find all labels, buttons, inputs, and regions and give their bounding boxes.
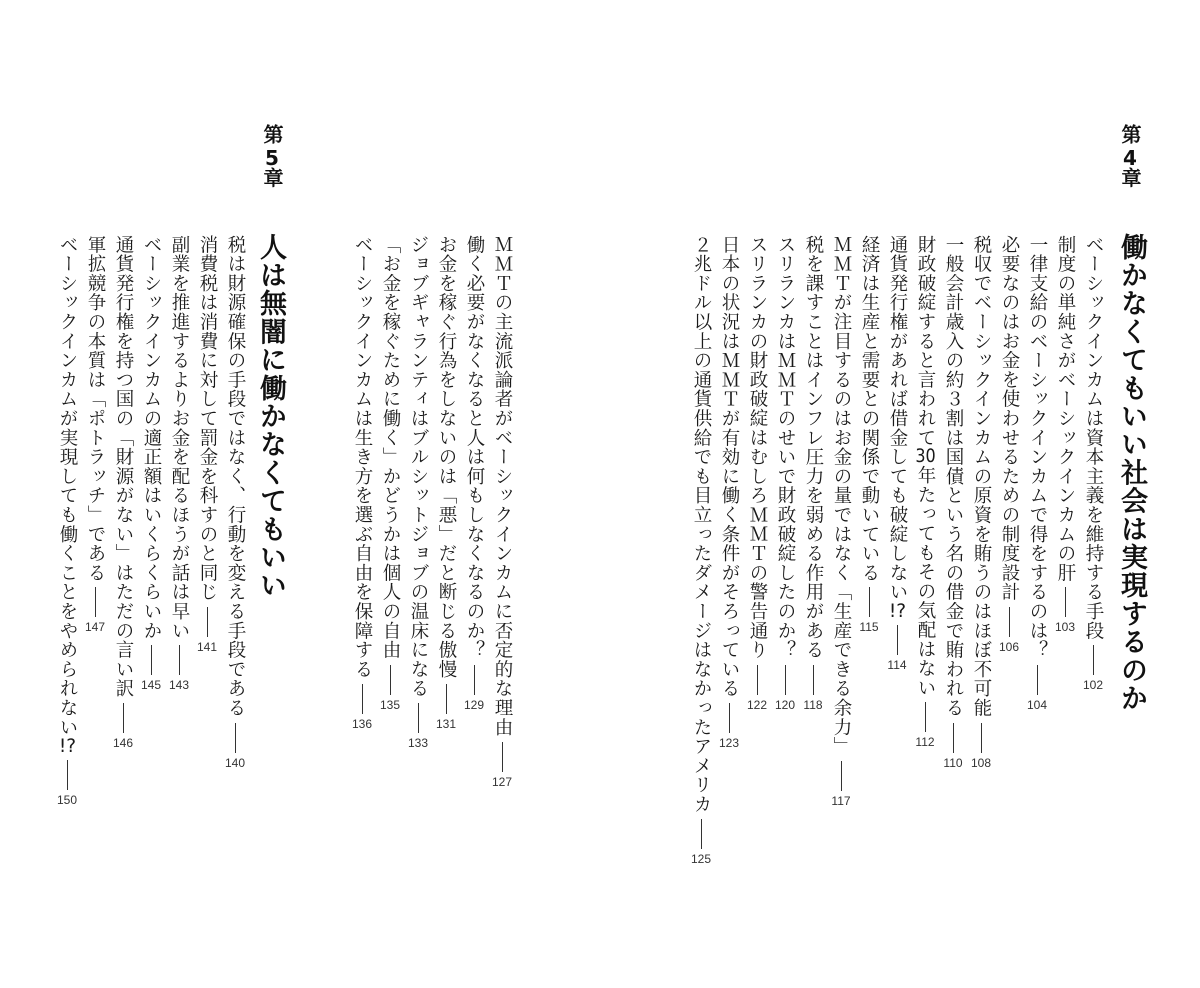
- chapter-4-title: 働かなくてもいい社会は実現するのか: [1116, 233, 1147, 713]
- page-number: 150: [56, 793, 78, 808]
- entry-title: 必要なのはお金を使わせるための制度設計: [999, 235, 1020, 602]
- page-number: 145: [140, 678, 162, 693]
- page-number: 146: [112, 736, 134, 751]
- entry-title: ベーシックインカムの適正額はいくらくらいか: [141, 235, 162, 641]
- toc-entry: [771, 235, 799, 712]
- page-number: 136: [351, 716, 373, 731]
- page-number: 147: [84, 620, 106, 635]
- leader-line: [1093, 645, 1094, 675]
- entry-title: 経済は生産と需要との関係で動いている: [859, 235, 880, 583]
- toc-entry: [137, 235, 165, 692]
- chapter-4-label: 第4章: [1118, 124, 1142, 191]
- page-number: 106: [998, 639, 1020, 654]
- page-number: 114: [887, 658, 907, 673]
- page-number: 131: [435, 716, 457, 731]
- leader-line: [502, 742, 503, 772]
- leader-line: [474, 665, 475, 695]
- leader-line: [362, 684, 363, 714]
- entry-title: 通貨発行権があれば借金しても破綻しない!?: [887, 235, 908, 621]
- page-number: 117: [831, 794, 851, 809]
- toc-entry: [1051, 235, 1079, 634]
- leader-line: [95, 587, 96, 617]
- entry-title: ＭＭＴの主流派論者がベーシックインカムに否定的な理由: [492, 235, 513, 737]
- leader-line: [953, 723, 954, 753]
- toc-entry: [488, 235, 516, 789]
- toc-entry: [1079, 235, 1107, 692]
- toc-entry: [404, 235, 432, 750]
- page-number: 143: [168, 678, 190, 693]
- toc-entry: [348, 235, 376, 731]
- leader-line: [390, 665, 391, 695]
- toc-entry: [53, 235, 81, 807]
- leader-line: [897, 625, 898, 655]
- page-number: 103: [1054, 620, 1076, 635]
- page-number: 140: [224, 755, 246, 770]
- leader-line: [235, 723, 236, 753]
- entry-title: 通貨発行権を持つ国の「財源がない」はただの言い訳: [113, 235, 134, 699]
- page-number: 133: [407, 736, 429, 751]
- entry-title: 「お金を稼ぐために働く」かどうかは個人の自由: [380, 235, 401, 660]
- leader-line: [179, 645, 180, 675]
- toc-entry: [827, 235, 855, 808]
- entry-title: ２兆ドル以上の通貨供給でも目立ったダメージはなかったアメリカ: [691, 235, 712, 814]
- leader-line: [418, 703, 419, 733]
- toc-entry: [81, 235, 109, 634]
- page-number: 108: [970, 755, 992, 770]
- leader-line: [67, 760, 68, 790]
- toc-entry: [743, 235, 771, 712]
- leader-line: [1037, 665, 1038, 695]
- leader-line: [1065, 587, 1066, 617]
- leader-line: [446, 684, 447, 714]
- toc-entry: [109, 235, 137, 750]
- toc-entry: [855, 235, 883, 634]
- page-number: 129: [463, 697, 485, 712]
- page-number: 112: [915, 735, 935, 750]
- entry-title: 税を課すことはインフレ圧力を弱める作用がある: [803, 235, 824, 660]
- entry-title: ＭＭＴが注目するのはお金の量ではなく「生産できる余力」: [831, 235, 852, 757]
- page-number: 120: [774, 697, 796, 712]
- leader-line: [925, 702, 926, 732]
- leader-line: [841, 761, 842, 791]
- entry-title: ジョブギャランティはブルシットジョブの温床になる: [408, 235, 429, 699]
- toc-entry: [687, 235, 715, 866]
- entry-title: 税は財源確保の手段ではなく、行動を変える手段である: [225, 235, 246, 718]
- entry-title: 消費税は消費に対して罰金を科すのと同じ: [197, 235, 218, 602]
- page-number: 115: [859, 620, 879, 635]
- page-number: 127: [491, 774, 513, 789]
- page-number: 123: [718, 736, 740, 751]
- entry-title: スリランカの財政破綻はむしろＭＭＴの警告通り: [747, 235, 768, 660]
- entry-title: ベーシックインカムは生き方を選ぶ自由を保障する: [352, 235, 373, 679]
- leader-line: [981, 723, 982, 753]
- entry-title: 一般会計歳入の約３割は国債という名の借金で賄われる: [943, 235, 964, 718]
- entry-title: 一律支給のベーシックインカムで得をするのは？: [1027, 235, 1048, 660]
- toc-entry: [221, 235, 249, 770]
- entry-title: 軍拡競争の本質は「ポトラッチ」である: [85, 235, 106, 583]
- entry-title: 副業を推進するよりお金を配るほうが話は早い: [169, 235, 190, 641]
- toc-entry: [799, 235, 827, 712]
- entry-title: お金を稼ぐ行為をしないのは「悪」だと断じる傲慢: [436, 235, 457, 679]
- leader-line: [207, 607, 208, 637]
- toc-entry: [939, 235, 967, 770]
- toc-entry: [911, 235, 939, 749]
- page-number: 122: [746, 697, 768, 712]
- page-number: 118: [803, 697, 823, 712]
- entry-title: 制度の単純さがベーシックインカムの肝: [1055, 235, 1076, 583]
- leader-line: [151, 645, 152, 675]
- entry-title: 税収でベーシックインカムの原資を賄うのはほぼ不可能: [971, 235, 992, 718]
- entry-title: スリランカはＭＭＴのせいで財政破綻したのか？: [775, 235, 796, 660]
- toc-entry: [883, 235, 911, 672]
- entry-title: ベーシックインカムは資本主義を維持する手段: [1083, 235, 1104, 641]
- leader-line: [813, 665, 814, 695]
- toc-entry: [1023, 235, 1051, 712]
- page-number: 102: [1082, 678, 1104, 693]
- page-number: 125: [690, 852, 712, 866]
- toc-entry: [165, 235, 193, 692]
- leader-line: [123, 703, 124, 733]
- leader-line: [757, 665, 758, 695]
- toc-entry: [432, 235, 460, 731]
- entry-title: 日本の状況はＭＭＴが有効に働く条件がそろっている: [719, 235, 740, 699]
- leader-line: [1009, 607, 1010, 637]
- entry-title: 働く必要がなくなると人は何もしなくなるのか？: [464, 235, 485, 660]
- page-number: 141: [196, 639, 218, 654]
- entry-title: ベーシックインカムが実現しても働くことをやめられない!?: [57, 235, 78, 756]
- toc-entry: [376, 235, 404, 712]
- chapter-5-title: 人は無闇に働かなくてもいい: [255, 233, 286, 600]
- toc-entry: [715, 235, 743, 750]
- toc-entry: [995, 235, 1023, 654]
- leader-line: [701, 819, 702, 849]
- leader-line: [869, 587, 870, 617]
- entry-title: 財政破綻すると言われて30年たってもその気配はない: [915, 235, 936, 698]
- leader-line: [785, 665, 786, 695]
- toc-entry: [967, 235, 995, 770]
- toc-entry: [460, 235, 488, 712]
- chapter-5-label: 第5章: [260, 124, 284, 191]
- toc-entry: [193, 235, 221, 654]
- page-number: 110: [943, 755, 963, 770]
- page-number: 104: [1026, 697, 1048, 712]
- page-number: 135: [379, 697, 401, 712]
- leader-line: [729, 703, 730, 733]
